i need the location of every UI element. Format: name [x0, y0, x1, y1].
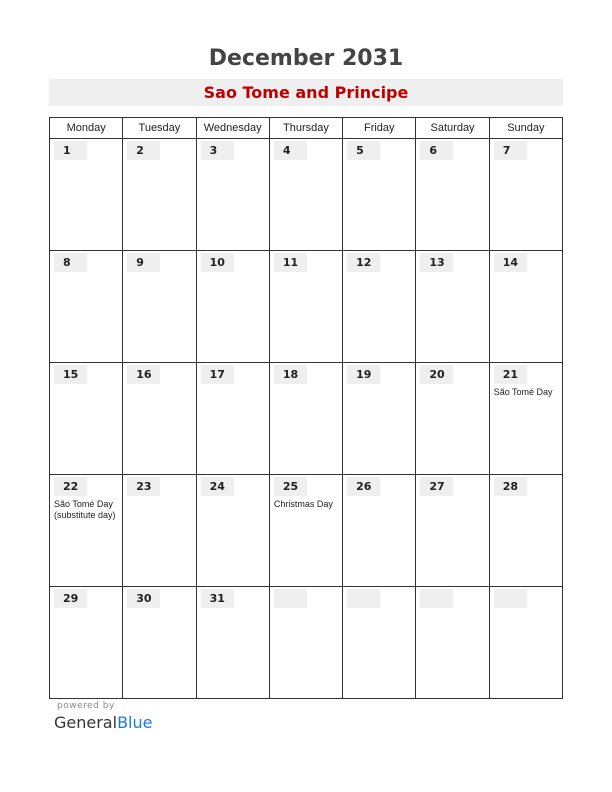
day-number: 24 [209, 480, 225, 493]
weekday-header: Saturday [416, 118, 489, 139]
day-cell [196, 139, 269, 251]
day-number-box [420, 589, 453, 608]
day-number: 4 [282, 144, 291, 157]
day-number: 29 [63, 592, 79, 605]
holiday-label: São Tomé Day (substitute day) [54, 499, 116, 520]
day-cell [343, 139, 416, 251]
day-cell [489, 363, 562, 475]
calendar-grid [49, 117, 563, 699]
day-number: 15 [63, 368, 79, 381]
week-row [50, 363, 563, 475]
brand-blue-text: Blue [117, 713, 153, 732]
powered-by-label: powered by [57, 701, 115, 711]
day-number: 11 [282, 256, 299, 269]
day-number: 14 [502, 256, 518, 269]
day-cell [123, 475, 196, 587]
day-cell [416, 587, 489, 699]
day-number: 5 [356, 144, 364, 157]
day-number: 7 [502, 144, 511, 157]
day-number: 27 [429, 480, 445, 493]
day-cell [343, 251, 416, 363]
day-number: 20 [429, 368, 445, 381]
country-banner [49, 79, 563, 106]
day-number: 2 [136, 144, 144, 157]
day-number: 23 [136, 480, 152, 493]
day-cell [416, 475, 489, 587]
weekday-header: Wednesday [196, 118, 269, 139]
day-cell [343, 587, 416, 699]
day-number: 3 [209, 144, 218, 157]
day-number: 19 [356, 368, 372, 381]
day-cell [269, 251, 342, 363]
calendar-body [50, 139, 563, 699]
day-number: 25 [282, 480, 299, 493]
day-cell [489, 251, 562, 363]
day-number: 30 [136, 592, 152, 605]
day-cell [343, 363, 416, 475]
day-cell [269, 475, 342, 587]
month-title: December 2031 [208, 46, 404, 71]
day-number: 6 [429, 144, 438, 157]
day-cell [489, 587, 562, 699]
day-number: 28 [502, 480, 518, 493]
day-number: 26 [356, 480, 372, 493]
day-cell [50, 251, 123, 363]
day-cell [50, 139, 123, 251]
day-cell [196, 475, 269, 587]
week-row [50, 587, 563, 699]
day-cell [416, 363, 489, 475]
day-cell [269, 587, 342, 699]
day-cell [50, 475, 123, 587]
day-number: 22 [63, 480, 79, 493]
day-number: 12 [356, 256, 372, 269]
weekday-header: Monday [50, 118, 123, 139]
day-number: 31 [209, 592, 225, 605]
week-row [50, 251, 563, 363]
generalblue-logo [54, 713, 152, 732]
day-cell [343, 475, 416, 587]
day-cell [489, 139, 562, 251]
day-cell [489, 475, 562, 587]
day-number: 8 [63, 256, 71, 269]
day-cell [416, 251, 489, 363]
day-number: 16 [136, 368, 152, 381]
day-cell [123, 587, 196, 699]
day-cell [50, 587, 123, 699]
day-cell [269, 139, 342, 251]
week-row [50, 139, 563, 251]
weekday-header: Tuesday [123, 118, 196, 139]
day-cell [196, 251, 269, 363]
weekday-header: Sunday [489, 118, 562, 139]
day-cell [269, 363, 342, 475]
day-number: 10 [209, 256, 225, 269]
holiday-label: São Tomé Day [493, 387, 553, 397]
day-number: 1 [63, 144, 71, 157]
day-number: 21 [502, 368, 518, 381]
holiday-label: Christmas Day [273, 499, 333, 509]
day-cell [123, 363, 196, 475]
day-number: 9 [136, 256, 144, 269]
day-number-box [347, 589, 380, 608]
weekday-header-row [50, 118, 563, 139]
weekday-header: Thursday [269, 118, 342, 139]
day-number-box [274, 589, 307, 608]
day-cell [123, 251, 196, 363]
day-cell [416, 139, 489, 251]
day-number: 13 [429, 256, 445, 269]
week-row [50, 475, 563, 587]
day-cell [196, 363, 269, 475]
day-cell [50, 363, 123, 475]
day-cell [123, 139, 196, 251]
day-number: 18 [282, 368, 299, 381]
weekday-header: Friday [343, 118, 416, 139]
day-number: 17 [209, 368, 225, 381]
brand-general-text: General [54, 713, 118, 732]
day-cell [196, 587, 269, 699]
day-number-box [494, 589, 527, 608]
country-title: Sao Tome and Principe [203, 83, 409, 102]
